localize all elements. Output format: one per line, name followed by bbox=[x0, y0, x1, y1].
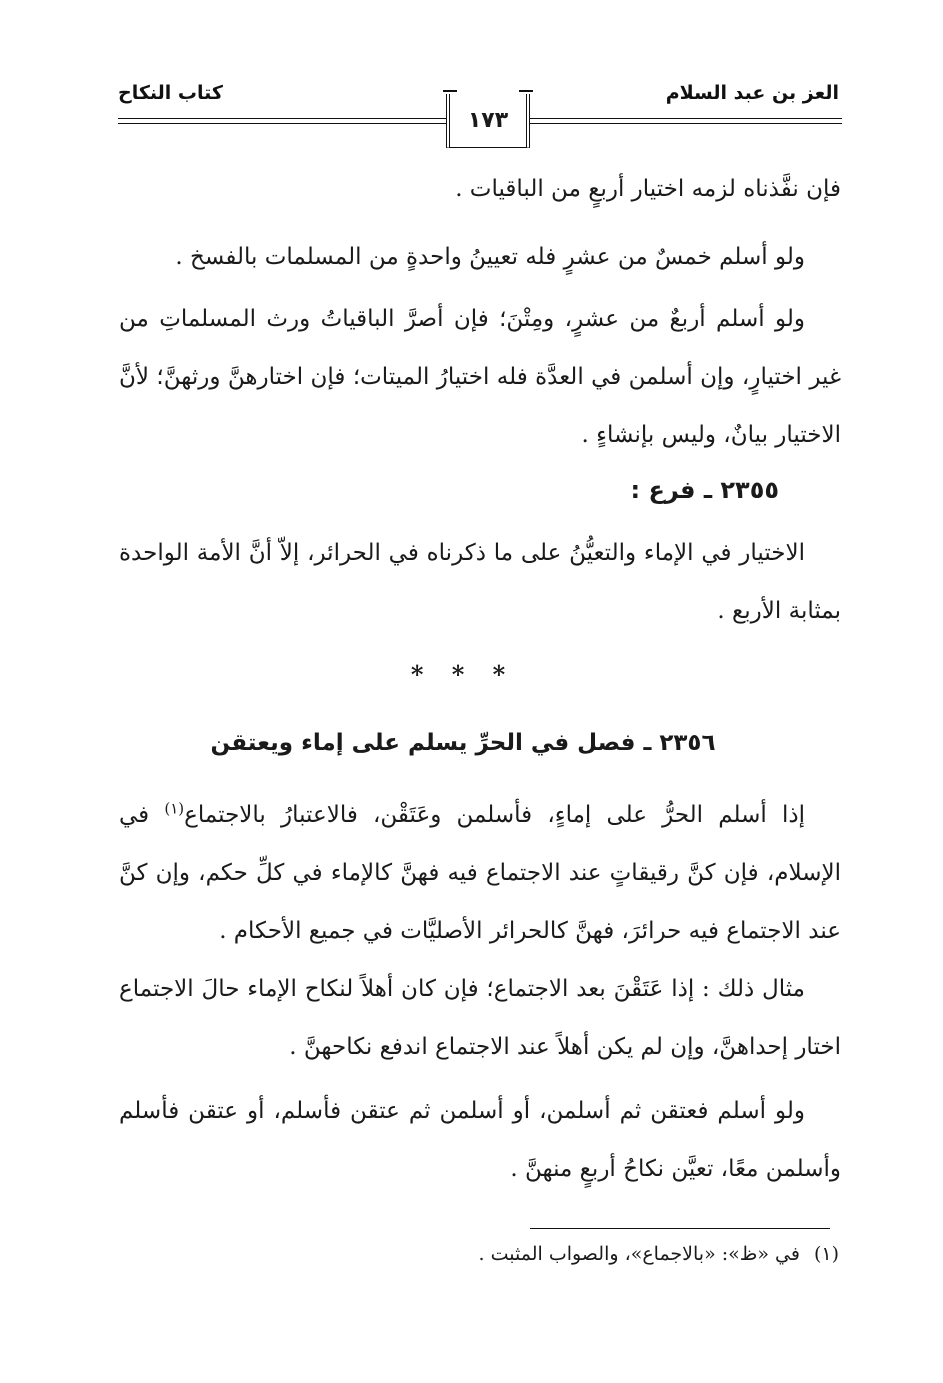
paragraph-4: الاختيار في الإماء والتعيُّنُ على ما ذكرناه في الحرائر، إلاّ أنَّ الأمة الواحدة بمثابة الأربع . bbox=[119, 540, 841, 624]
footnote bbox=[479, 1243, 839, 1265]
paragraph-1: فإن نفَّذناه لزمه اختيار أربعٍ من الباقيات . bbox=[455, 176, 841, 202]
paragraph-5-text-a: إذا أسلم الحرُّ على إماءٍ، فأسلمن وعَتَقْن، فالاعتبارُ بالاجتماع bbox=[184, 802, 805, 828]
header-author: العز بن عبد السلام bbox=[665, 82, 839, 104]
frame-ornament-right bbox=[519, 90, 533, 100]
paragraph-6: مثال ذلك : إذا عَتَقْنَ بعد الاجتماع؛ فإن كان أهلاً لنكاح الإماء حالَ الاجتماع اختار إحداهنَّ، وإن لم يكن أهلاً عند الاجتماع اندفع نكاحهنَّ . bbox=[119, 976, 841, 1060]
footnote-text: في «ظ»: «بالاجماع»، والصواب المثبت . bbox=[478, 1243, 800, 1265]
section-separator-stars: * * * bbox=[410, 660, 516, 689]
header-rule-right-bottom bbox=[530, 123, 842, 124]
paragraph-7: ولو أسلم فعتقن ثم أسلمن، أو أسلمن ثم عتقن فأسلم، أو عتقن فأسلم وأسلمن معًا، تعيَّن نكاحُ أربعٍ منهنَّ . bbox=[119, 1098, 841, 1182]
header-rule-left-top bbox=[118, 118, 446, 119]
header-rule-right-top bbox=[530, 118, 842, 119]
section-heading-2356: ٢٣٥٦ ـ فصل في الحرِّ يسلم على إماء ويعتقن bbox=[210, 730, 716, 756]
page-number: ١٧٣ bbox=[467, 108, 509, 133]
header-rule-left-bottom bbox=[118, 123, 446, 124]
frame-ornament-left bbox=[443, 90, 457, 100]
page-number-frame bbox=[446, 94, 530, 148]
paragraph-5 bbox=[119, 786, 841, 960]
header-book-title: كتاب النكاح bbox=[118, 82, 223, 104]
section-heading-2355: ٢٣٥٥ ـ فرع : bbox=[630, 476, 779, 504]
footnote-reference[interactable]: (١) bbox=[164, 799, 185, 818]
paragraph-5-text-b: في الإسلام، فإن كنَّ رقيقاتٍ عند الاجتماع فيه فهنَّ كالإماء في كلِّ حكم، وإن كنَّ عند الاجتماع فيه حرائرَ، فهنَّ كالحرائر الأصليَّات في جميع الأحكام . bbox=[119, 802, 841, 944]
footnote-marker: (١) bbox=[813, 1243, 839, 1265]
paragraph-2: ولو أسلم خمسٌ من عشرٍ فله تعيينُ واحدةٍ من المسلمات بالفسخ . bbox=[175, 244, 805, 270]
footnote-separator bbox=[530, 1228, 830, 1229]
paragraph-3: ولو أسلم أربعٌ من عشرٍ، ومِتْنَ؛ فإن أصرَّ الباقياتُ ورث المسلماتِ من غير اختيارٍ، وإن أسلمن في العدَّة فله اختيارُ الميتات؛ فإن اختارهنَّ ورثهنَّ؛ لأنَّ الاختيار بيانٌ، وليس بإنشاءٍ . bbox=[119, 306, 841, 448]
